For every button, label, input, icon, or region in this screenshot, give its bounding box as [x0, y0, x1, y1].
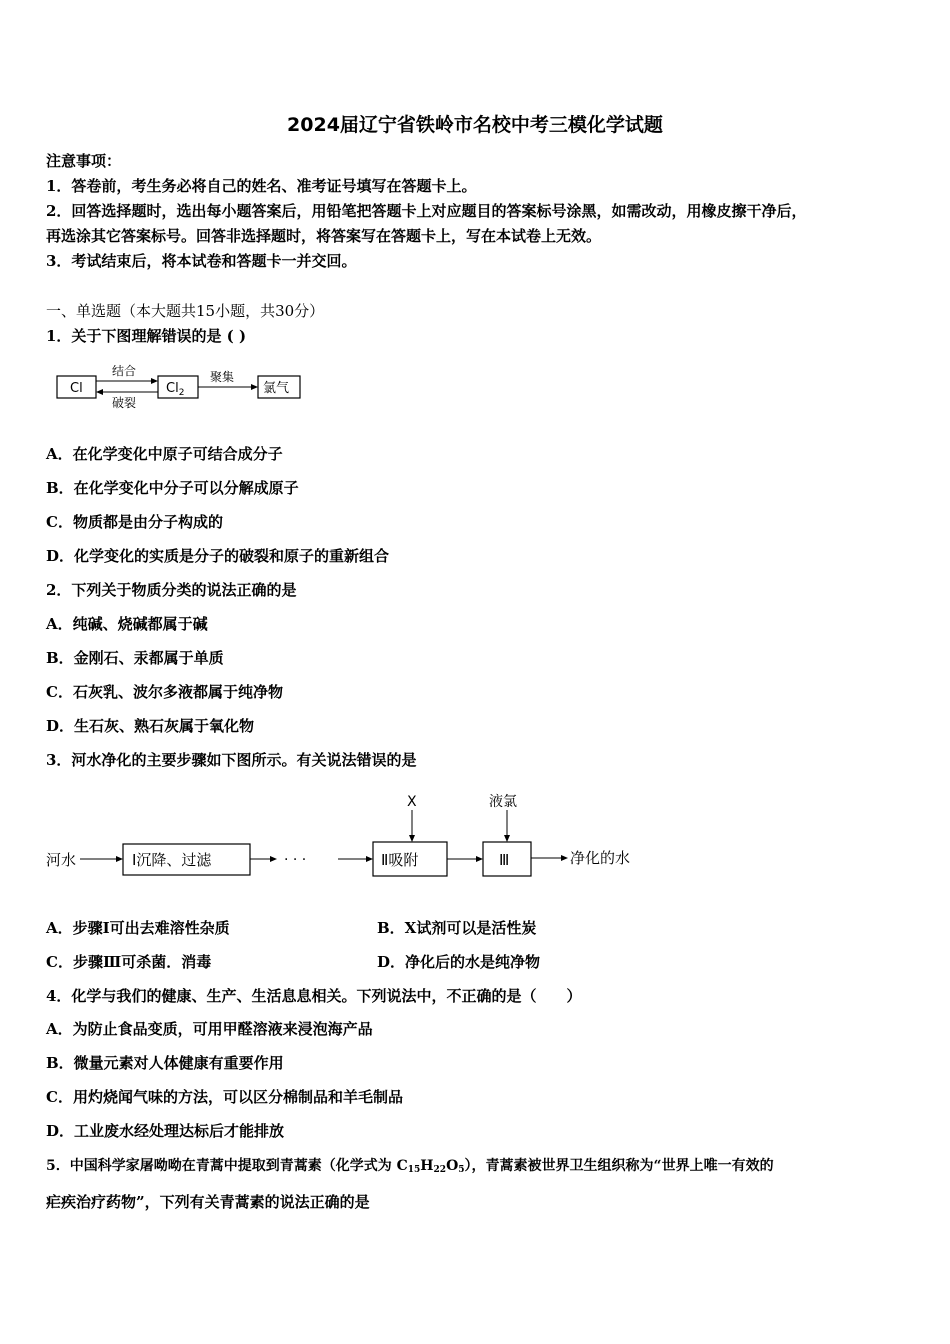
q3-cl-label: 液氯: [489, 794, 517, 810]
q1-option-b: B．在化学变化中分子可以分解成原子: [46, 479, 299, 497]
q3-arrowhead: [476, 856, 483, 862]
q4-option-c: C．用灼烧闻气味的方法，可以区分棉制品和羊毛制品: [46, 1088, 403, 1106]
q3-step1-label: Ⅰ沉降、过滤: [132, 851, 212, 869]
q3-step3-label: Ⅲ: [499, 851, 510, 869]
notice-item: 再选涂其它答案标号。回答非选择题时，将答案写在答题卡上，写在本试卷上无效。: [46, 227, 602, 245]
q4-option-a: A．为防止食品变质，可用甲醛溶液来浸泡海产品: [46, 1020, 373, 1038]
q4-option-d: D．工业废水经处理达标后才能排放: [46, 1122, 285, 1140]
q2-option-b: B．金刚石、汞都属于单质: [46, 649, 224, 667]
question-3-stem: 3．河水净化的主要步骤如下图所示。有关说法错误的是: [46, 751, 417, 769]
q3-option-b: B．X试剂可以是活性炭: [377, 919, 537, 937]
q1-box-cl-label: Cl: [70, 381, 83, 396]
q3-arrowhead: [409, 835, 415, 842]
q5-stem-part2: ），青蒿素被世界卫生组织称为“世界上唯一有效的: [464, 1158, 774, 1174]
q3-step2-label: Ⅱ吸附: [381, 851, 419, 869]
q3-arrowhead: [116, 856, 123, 862]
q1-box-cl2-label: $Cl_2$: [166, 381, 185, 398]
question-5-stem-line2: 疟疾治疗药物”，下列有关青蒿素的说法正确的是: [46, 1193, 370, 1211]
q1-arrow-label: 聚集: [210, 370, 235, 384]
q3-end-label: 净化的水: [570, 849, 631, 867]
question-1-stem: 1．关于下图理解错误的是 ( ): [46, 327, 247, 345]
q3-arrowhead: [504, 835, 510, 842]
q1-diagram: [50, 360, 320, 415]
q3-option-a: A．步骤Ⅰ可出去难溶性杂质: [46, 919, 230, 937]
q3-arrowhead: [270, 856, 277, 862]
q1-option-a: A．在化学变化中原子可结合成分子: [46, 445, 283, 463]
notice-heading: 注意事项：: [46, 152, 122, 170]
q1-top-label: 结合: [112, 364, 137, 378]
q5-sub-o: 5: [458, 1165, 465, 1175]
q1-bottom-label: 破裂: [112, 396, 137, 410]
q3-arrowhead: [366, 856, 373, 862]
q1-arrowhead: [96, 389, 103, 395]
q3-diagram: [40, 785, 660, 885]
q2-option-c: C．石灰乳、波尔多液都属于纯净物: [46, 683, 283, 701]
q2-option-d: D．生石灰、熟石灰属于氧化物: [46, 717, 255, 735]
q3-x-label: X: [407, 794, 417, 810]
question-2-stem: 2．下列关于物质分类的说法正确的是: [46, 581, 297, 599]
q1-option-d: D．化学变化的实质是分子的破裂和原子的重新组合: [46, 547, 390, 565]
q5-sub-h: 22: [433, 1165, 447, 1175]
q4-option-b: B．微量元素对人体健康有重要作用: [46, 1054, 284, 1072]
notice-item: 3．考试结束后，将本试卷和答题卡一并交回。: [46, 252, 357, 270]
section-heading: 一、单选题（本大题共15小题，共30分）: [46, 302, 325, 320]
q1-arrowhead: [251, 384, 258, 390]
q1-box-chlorine-label: 氯气: [263, 381, 290, 396]
q5-o: O: [446, 1158, 459, 1174]
notice-item: 1．答卷前，考生务必将自己的姓名、准考证号填写在答题卡上。: [46, 177, 477, 195]
q3-start-label: 河水: [46, 851, 77, 869]
q2-option-a: A．纯碱、烧碱都属于碱: [46, 615, 208, 633]
question-4-stem: 4．化学与我们的健康、生产、生活息息相关。下列说法中，不正确的是（ ）: [46, 987, 582, 1005]
q5-sub-c: 15: [407, 1165, 421, 1175]
q5-stem-part1: 5．中国科学家屠呦呦在青蒿中提取到青蒿素（化学式为 C: [46, 1158, 408, 1174]
q1-arrowhead: [151, 378, 158, 384]
q3-dots: · · ·: [284, 852, 307, 868]
q5-h: H: [420, 1158, 434, 1174]
q3-option-d: D．净化后的水是纯净物: [377, 953, 541, 971]
q1-option-c: C．物质都是由分子构成的: [46, 513, 223, 531]
notice-item: 2．回答选择题时，选出每小题答案后，用铅笔把答题卡上对应题目的答案标号涂黑，如需改动，用橡皮擦干净后，: [46, 202, 807, 220]
q3-option-c: C．步骤Ⅲ可杀菌．消毒: [46, 953, 212, 971]
q3-arrowhead: [561, 855, 568, 861]
page-title: 2024届辽宁省铁岭市名校中考三模化学试题: [287, 114, 663, 136]
question-5-stem: [46, 1156, 774, 1176]
